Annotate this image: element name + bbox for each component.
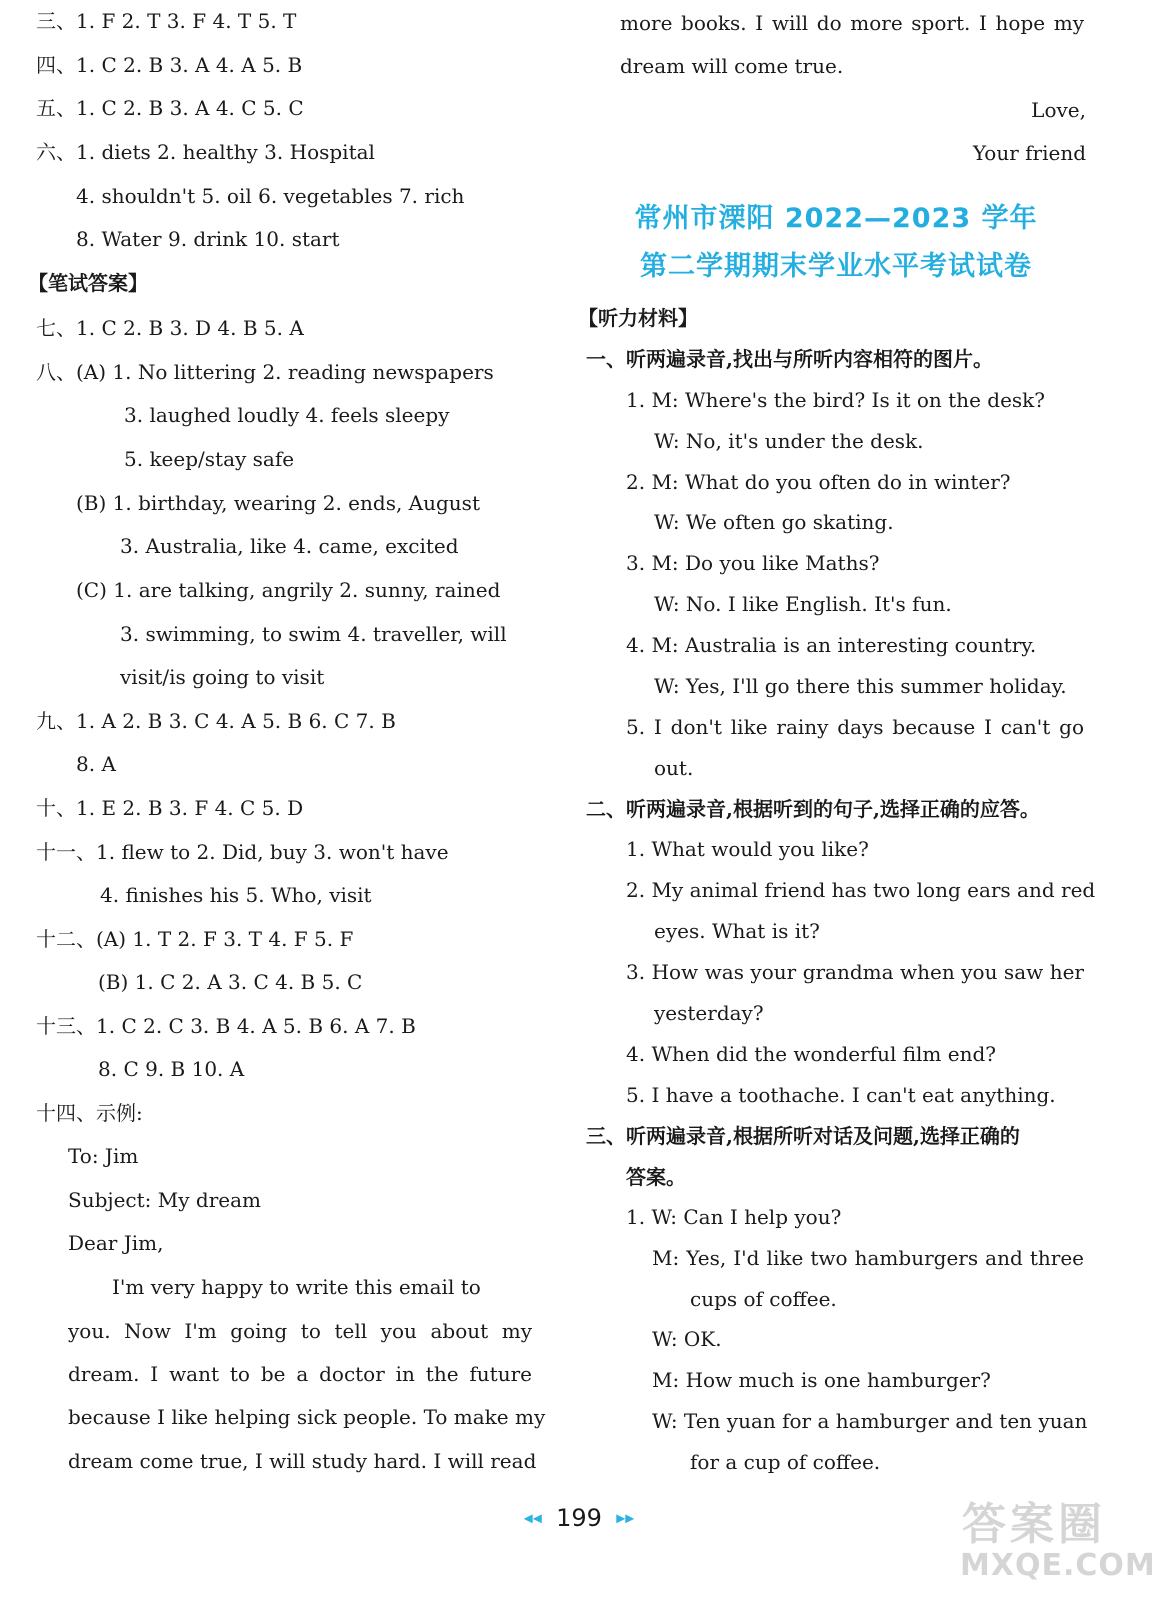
transcript-line: 5. I have a toothache. I can't eat anything. <box>626 1083 1056 1107</box>
answer-line: 十四、示例: <box>36 1101 143 1125</box>
answer-line: 4. finishes his 5. Who, visit <box>100 883 372 907</box>
answer-line: 十三、1. C 2. C 3. B 4. A 5. B 6. A 7. B <box>36 1014 416 1038</box>
section-heading: 三、听两遍录音,根据所听对话及问题,选择正确的 <box>586 1124 1020 1148</box>
transcript-line: 3. M: Do you like Maths? <box>626 551 880 575</box>
email-greeting: Dear Jim, <box>68 1231 164 1255</box>
answer-line: (B) 1. C 2. A 3. C 4. B 5. C <box>98 970 363 994</box>
transcript-line: 2. My animal friend has two long ears and red <box>626 878 1096 902</box>
answer-line: (B) 1. birthday, wearing 2. ends, August <box>76 491 480 515</box>
next-arrow-icon: ▸▸ <box>616 1507 635 1529</box>
transcript-line: W: No. I like English. It's fun. <box>654 592 952 616</box>
section-heading: 【听力材料】 <box>578 306 698 330</box>
answer-line: visit/is going to visit <box>120 665 325 689</box>
answer-line: 九、1. A 2. B 3. C 4. A 5. B 6. C 7. B <box>36 709 396 733</box>
answer-line: 4. shouldn't 5. oil 6. vegetables 7. rich <box>76 184 465 208</box>
answer-line: 十一、1. flew to 2. Did, buy 3. won't have <box>36 840 449 864</box>
transcript-line: W: Ten yuan for a hamburger and ten yuan <box>652 1409 1088 1433</box>
page-number: 199 <box>556 1504 602 1532</box>
answer-line: 十二、(A) 1. T 2. F 3. T 4. F 5. F <box>36 927 354 951</box>
answer-line: 七、1. C 2. B 3. D 4. B 5. A <box>36 316 304 340</box>
answer-line: 八、(A) 1. No littering 2. reading newspapers <box>36 360 494 384</box>
transcript-line: 1. W: Can I help you? <box>626 1205 842 1229</box>
email-body-line: you. Now I'm going to tell you about my <box>68 1319 532 1343</box>
transcript-line: for a cup of coffee. <box>690 1450 881 1474</box>
answer-line: 三、1. F 2. T 3. F 4. T 5. T <box>36 9 297 33</box>
transcript-line: M: Yes, I'd like two hamburgers and three <box>652 1246 1084 1270</box>
section-heading: 二、听两遍录音,根据听到的句子,选择正确的应答。 <box>586 797 1040 821</box>
transcript-line: W: We often go skating. <box>654 510 894 534</box>
email-closing: Love, <box>1031 98 1086 122</box>
watermark-logo <box>958 1488 1156 1594</box>
transcript-line: W: No, it's under the desk. <box>654 429 924 453</box>
email-body-line: dream will come true. <box>620 54 844 78</box>
answer-line: 十、1. E 2. B 3. F 4. C 5. D <box>36 796 304 820</box>
answer-line: 六、1. diets 2. healthy 3. Hospital <box>36 140 375 164</box>
answer-line: 3. laughed loudly 4. feels sleepy <box>124 403 450 427</box>
transcript-line: 1. M: Where's the bird? Is it on the desk? <box>626 388 1046 412</box>
transcript-line: 3. How was your grandma when you saw her <box>626 960 1084 984</box>
transcript-line: out. <box>654 756 694 780</box>
email-body-line: I'm very happy to write this email to <box>112 1275 481 1299</box>
transcript-line: W: Yes, I'll go there this summer holiday. <box>654 674 1067 698</box>
answer-line: (C) 1. are talking, angrily 2. sunny, rained <box>76 578 501 602</box>
transcript-line: W: OK. <box>652 1327 722 1351</box>
email-body-line: more books. I will do more sport. I hope my <box>620 11 1084 35</box>
exam-title-line1: 常州市溧阳 2022—2023 学年 <box>634 203 1038 234</box>
transcript-line: 1. What would you like? <box>626 837 869 861</box>
transcript-line: yesterday? <box>654 1001 764 1025</box>
email-body-line: dream come true, I will study hard. I will read <box>68 1449 537 1473</box>
transcript-line: cups of coffee. <box>690 1287 837 1311</box>
transcript-line: 5. I don't like rainy days because I can't go <box>626 715 1084 739</box>
section-heading: 答案。 <box>626 1165 686 1189</box>
email-body-line: dream. I want to be a doctor in the future <box>68 1362 532 1386</box>
answer-line: 3. swimming, to swim 4. traveller, will <box>120 622 507 646</box>
email-to: To: Jim <box>68 1144 139 1168</box>
answer-line: 8. Water 9. drink 10. start <box>76 227 340 251</box>
section-heading: 一、听两遍录音,找出与所听内容相符的图片。 <box>586 347 993 371</box>
transcript-line: 4. M: Australia is an interesting country. <box>626 633 1037 657</box>
email-subject: Subject: My dream <box>68 1188 261 1212</box>
answer-line: 四、1. C 2. B 3. A 4. A 5. B <box>36 53 303 77</box>
email-body-line: because I like helping sick people. To make my <box>68 1405 546 1429</box>
watermark-url: MXQE.COM <box>960 1548 1156 1583</box>
transcript-line: M: How much is one hamburger? <box>652 1368 991 1392</box>
answer-line: 5. keep/stay safe <box>124 447 295 471</box>
prev-arrow-icon: ◂◂ <box>523 1507 542 1529</box>
transcript-line: eyes. What is it? <box>654 919 820 943</box>
section-heading: 【笔试答案】 <box>28 271 148 295</box>
answer-line: 8. A <box>76 752 116 776</box>
transcript-line: 2. M: What do you often do in winter? <box>626 470 1011 494</box>
answer-line: 五、1. C 2. B 3. A 4. C 5. C <box>36 96 304 120</box>
watermark-text: 答案圈 <box>962 1499 1106 1550</box>
answer-line: 8. C 9. B 10. A <box>98 1057 245 1081</box>
answer-line: 3. Australia, like 4. came, excited <box>120 534 459 558</box>
exam-title-line2: 第二学期期末学业水平考试试卷 <box>640 251 1032 282</box>
transcript-line: 4. When did the wonderful film end? <box>626 1042 996 1066</box>
email-signature: Your friend <box>972 141 1086 165</box>
